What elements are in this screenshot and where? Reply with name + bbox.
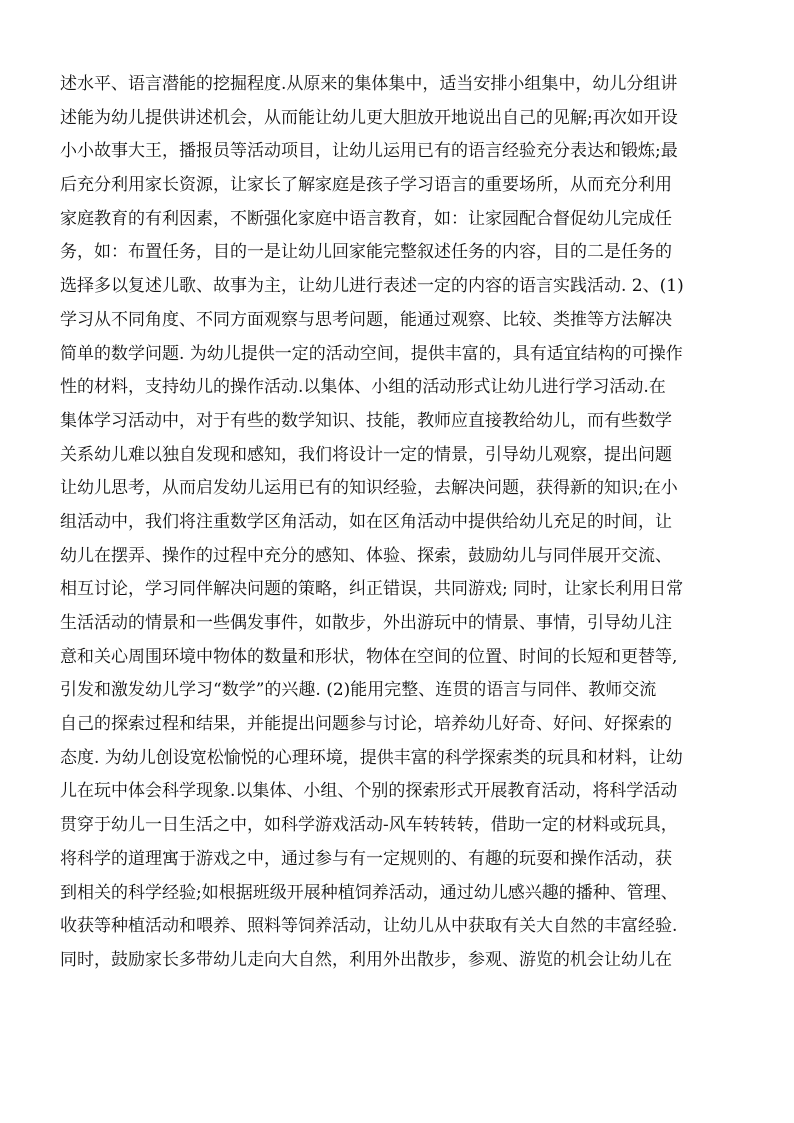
text-line: 性的材料，支持幼儿的操作活动.以集体、小组的活动形式让幼儿进行学习活动.在 [60, 377, 666, 398]
text-line: 务，如：布置任务，目的一是让幼儿回家能完整叙述任务的内容，目的二是任务的 [60, 242, 672, 263]
text-line: 态度. 为幼儿创设宽松愉悦的心理环境，提供丰富的科学探索类的玩具和材料，让幼 [60, 747, 683, 768]
text-line: 幼儿在摆弄、操作的过程中充分的感知、体验、探索，鼓励幼儿与同伴展开交流、 [60, 545, 672, 566]
text-line: 引发和激发幼儿学习“数学”的兴趣. (2)能用完整、连贯的语言与同伴、教师交流 [60, 680, 657, 701]
text-line: 将科学的道理寓于游戏之中，通过参与有一定规则的、有趣的玩耍和操作活动，获 [60, 848, 672, 869]
text-line: 选择多以复述儿歌、故事为主，让幼儿进行表述一定的内容的语言实践活动. 2、(1) [60, 276, 684, 297]
text-line: 集体学习活动中，对于有些的数学知识、技能，教师应直接教给幼儿，而有些数学 [60, 410, 672, 431]
text-line: 贯穿于幼儿一日生活之中，如科学游戏活动-风车转转转，借助一定的材料或玩具， [60, 815, 678, 836]
text-line: 述水平、语言潜能的挖掘程度.从原来的集体集中，适当安排小组集中，幼儿分组讲 [60, 74, 678, 94]
text-line: 同时，鼓励家长多带幼儿走向大自然，利用外出散步，参观、游览的机会让幼儿在 [60, 949, 672, 970]
text-line: 生活活动的情景和一些偶发事件，如散步，外出游玩中的情景、事情，引导幼儿注 [60, 613, 672, 633]
text-line: 学习从不同角度、不同方面观察与思考问题，能通过观察、比较、类推等方法解决 [60, 309, 672, 330]
body-text [60, 68, 760, 978]
text-line: 简单的数学问题. 为幼儿提供一定的活动空间，提供丰富的，具有适宜结构的可操作 [60, 343, 683, 364]
text-line: 小小故事大王，播报员等活动项目，让幼儿运用已有的语言经验充分表达和锻炼;最 [60, 141, 678, 162]
text-line: 关系幼儿难以独自发现和感知，我们将设计一定的情景，引导幼儿观察，提出问题 [60, 444, 672, 465]
text-line: 后充分利用家长资源，让家长了解家庭是孩子学习语言的重要场所，从而充分利用 [60, 175, 672, 196]
text-line: 让幼儿思考，从而启发幼儿运用已有的知识经验，去解决问题，获得新的知识;在小 [60, 478, 678, 499]
text-line: 到相关的科学经验;如根据班级开展种植饲养活动，通过幼儿感兴趣的播种、管理、 [60, 882, 678, 903]
text-line: 意和关心周围环境中物体的数量和形状，物体在空间的位置、时间的长短和更替等, [60, 646, 678, 667]
text-line: 家庭教育的有利因素，不断强化家庭中语言教育，如：让家园配合督促幼儿完成任 [60, 208, 672, 229]
text-line: 自己的探索过程和结果，并能提出问题参与讨论，培养幼儿好奇、好问、好探索的 [60, 714, 672, 735]
text-line: 收获等种植活动和喂养、照料等饲养活动，让幼儿从中获取有关大自然的丰富经验. [60, 916, 678, 937]
text-line: 述能为幼儿提供讲述机会，从而能让幼儿更大胆放开地说出自己的见解;再次如开设 [60, 107, 678, 128]
text-line: 儿在玩中体会科学现象.以集体、小组、个别的探索形式开展教育活动，将科学活动 [60, 781, 678, 802]
text-line: 组活动中，我们将注重数学区角活动，如在区角活动中提供给幼儿充足的时间，让 [60, 511, 672, 532]
text-line: 相互讨论，学习同伴解决问题的策略，纠正错误，共同游戏; 同时，让家长利用日常 [60, 579, 684, 600]
